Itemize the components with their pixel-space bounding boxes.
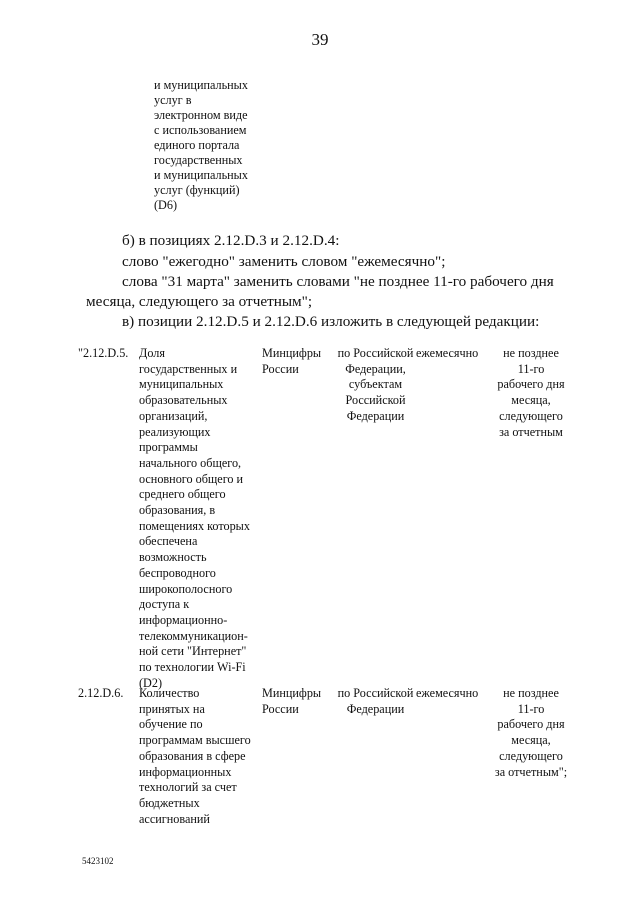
row-agency-2-12-d-6	[262, 686, 321, 717]
cell-line: по технологии Wi-Fi	[139, 660, 246, 675]
cell-line: месяца,	[511, 733, 551, 748]
cell-line: принятых на	[139, 701, 205, 716]
cell-line: Количество	[139, 686, 200, 700]
row-deadline-2-12-d-6	[494, 686, 568, 780]
cell-line: государственных и	[139, 361, 238, 376]
cell-line: возможность	[139, 550, 207, 565]
cell-line: среднего общего	[139, 487, 226, 502]
document-code: 5423102	[82, 856, 114, 866]
cell-line: Минцифры	[262, 686, 322, 700]
cell-line: не позднее	[503, 686, 559, 700]
cell-line: образования, в	[139, 503, 216, 518]
row-code-2-12-d-5: "2.12.D.5.	[78, 346, 129, 360]
paragraph-replace-words: слова "31 марта" заменить словами "не позднее 11-го рабочего дня	[122, 273, 554, 290]
cell-line: начального общего,	[139, 455, 242, 470]
cell-line: по Российской	[337, 346, 414, 360]
row-level-2-12-d-5	[329, 346, 422, 425]
cell-line: Минцифры	[262, 346, 322, 360]
cell-line: 11-го	[517, 361, 545, 376]
cell-line: телекоммуникацион-	[139, 628, 248, 643]
continuation-line: услуг (функций)	[154, 183, 240, 197]
cell-line: программам высшего	[139, 733, 251, 748]
paragraph-v: в) позиции 2.12.D.5 и 2.12.D.6 изложить в следующей редакции:	[122, 313, 540, 330]
cell-line: за отчетным";	[494, 764, 568, 779]
paragraph-replace-words-cont: месяца, следующего за отчетным";	[86, 293, 313, 310]
cell-line: образовательных	[139, 393, 228, 408]
cell-line: субъектам	[348, 377, 403, 392]
row-indicator-2-12-d-5	[139, 346, 250, 691]
cell-line: информационных	[139, 764, 232, 779]
page-number: 39	[311, 30, 329, 49]
cell-line: ной сети "Интернет"	[139, 644, 247, 659]
cell-line: широкополосного	[139, 581, 233, 596]
cell-line: обучение по	[139, 717, 203, 732]
cell-line: не позднее	[503, 346, 559, 360]
cell-line: Федерации	[346, 408, 405, 423]
continuation-line: единого портала	[154, 138, 240, 152]
cell-line: программы	[139, 440, 198, 455]
cell-line: информационно-	[139, 612, 228, 627]
row-deadline-2-12-d-5	[494, 346, 568, 440]
continuation-line: и муниципальных	[154, 78, 248, 92]
cell-line: организаций,	[139, 408, 208, 423]
row-indicator-2-12-d-6	[139, 686, 251, 827]
cell-line: России	[262, 361, 299, 376]
cell-line: следующего	[499, 408, 563, 423]
cell-line: следующего	[499, 748, 563, 763]
cell-line: Российской	[345, 393, 406, 408]
continuation-line: с использованием	[154, 123, 247, 137]
cell-line: реализующих	[139, 424, 211, 439]
cell-line: 11-го	[517, 701, 545, 716]
cell-line: доступа к	[139, 597, 190, 612]
cell-line: России	[262, 701, 299, 716]
row-frequency-2-12-d-5: ежемесячно	[416, 346, 479, 360]
cell-line: обеспечена	[139, 534, 198, 549]
continuation-line: электронном виде	[154, 108, 248, 122]
cell-line: (D2)	[139, 675, 163, 690]
cell-line: технологий за счет	[139, 780, 237, 795]
cell-line: муниципальных	[139, 377, 224, 392]
cell-line: по Российской	[337, 686, 414, 700]
cell-line: рабочего дня	[497, 377, 565, 392]
continuation-line: государственных	[154, 153, 243, 167]
paragraph-replace-word: слово "ежегодно" заменить словом "ежемесячно";	[122, 253, 446, 270]
cell-line: ассигнований	[139, 811, 210, 826]
row-agency-2-12-d-5	[262, 346, 321, 377]
row-level-2-12-d-6	[329, 686, 422, 717]
cell-line: помещениях которых	[139, 518, 250, 533]
continuation-cell-text	[154, 78, 248, 213]
cell-line: Федерации	[346, 701, 405, 716]
cell-line: беспроводного	[139, 565, 216, 580]
cell-line: бюджетных	[139, 795, 200, 810]
row-frequency-2-12-d-6: ежемесячно	[416, 686, 479, 700]
continuation-line: (D6)	[154, 198, 178, 212]
cell-line: рабочего дня	[497, 717, 565, 732]
cell-line: месяца,	[511, 393, 551, 408]
paragraph-b: б) в позициях 2.12.D.3 и 2.12.D.4:	[122, 232, 340, 249]
cell-line: образования в сфере	[139, 748, 246, 763]
continuation-line: и муниципальных	[154, 168, 248, 182]
row-code-2-12-d-6: 2.12.D.6.	[78, 686, 124, 700]
continuation-line: услуг в	[154, 93, 192, 107]
cell-line: Доля	[139, 346, 165, 360]
cell-line: основного общего и	[139, 471, 244, 486]
cell-line: Федерации,	[345, 361, 406, 376]
cell-line: за отчетным	[499, 424, 563, 439]
